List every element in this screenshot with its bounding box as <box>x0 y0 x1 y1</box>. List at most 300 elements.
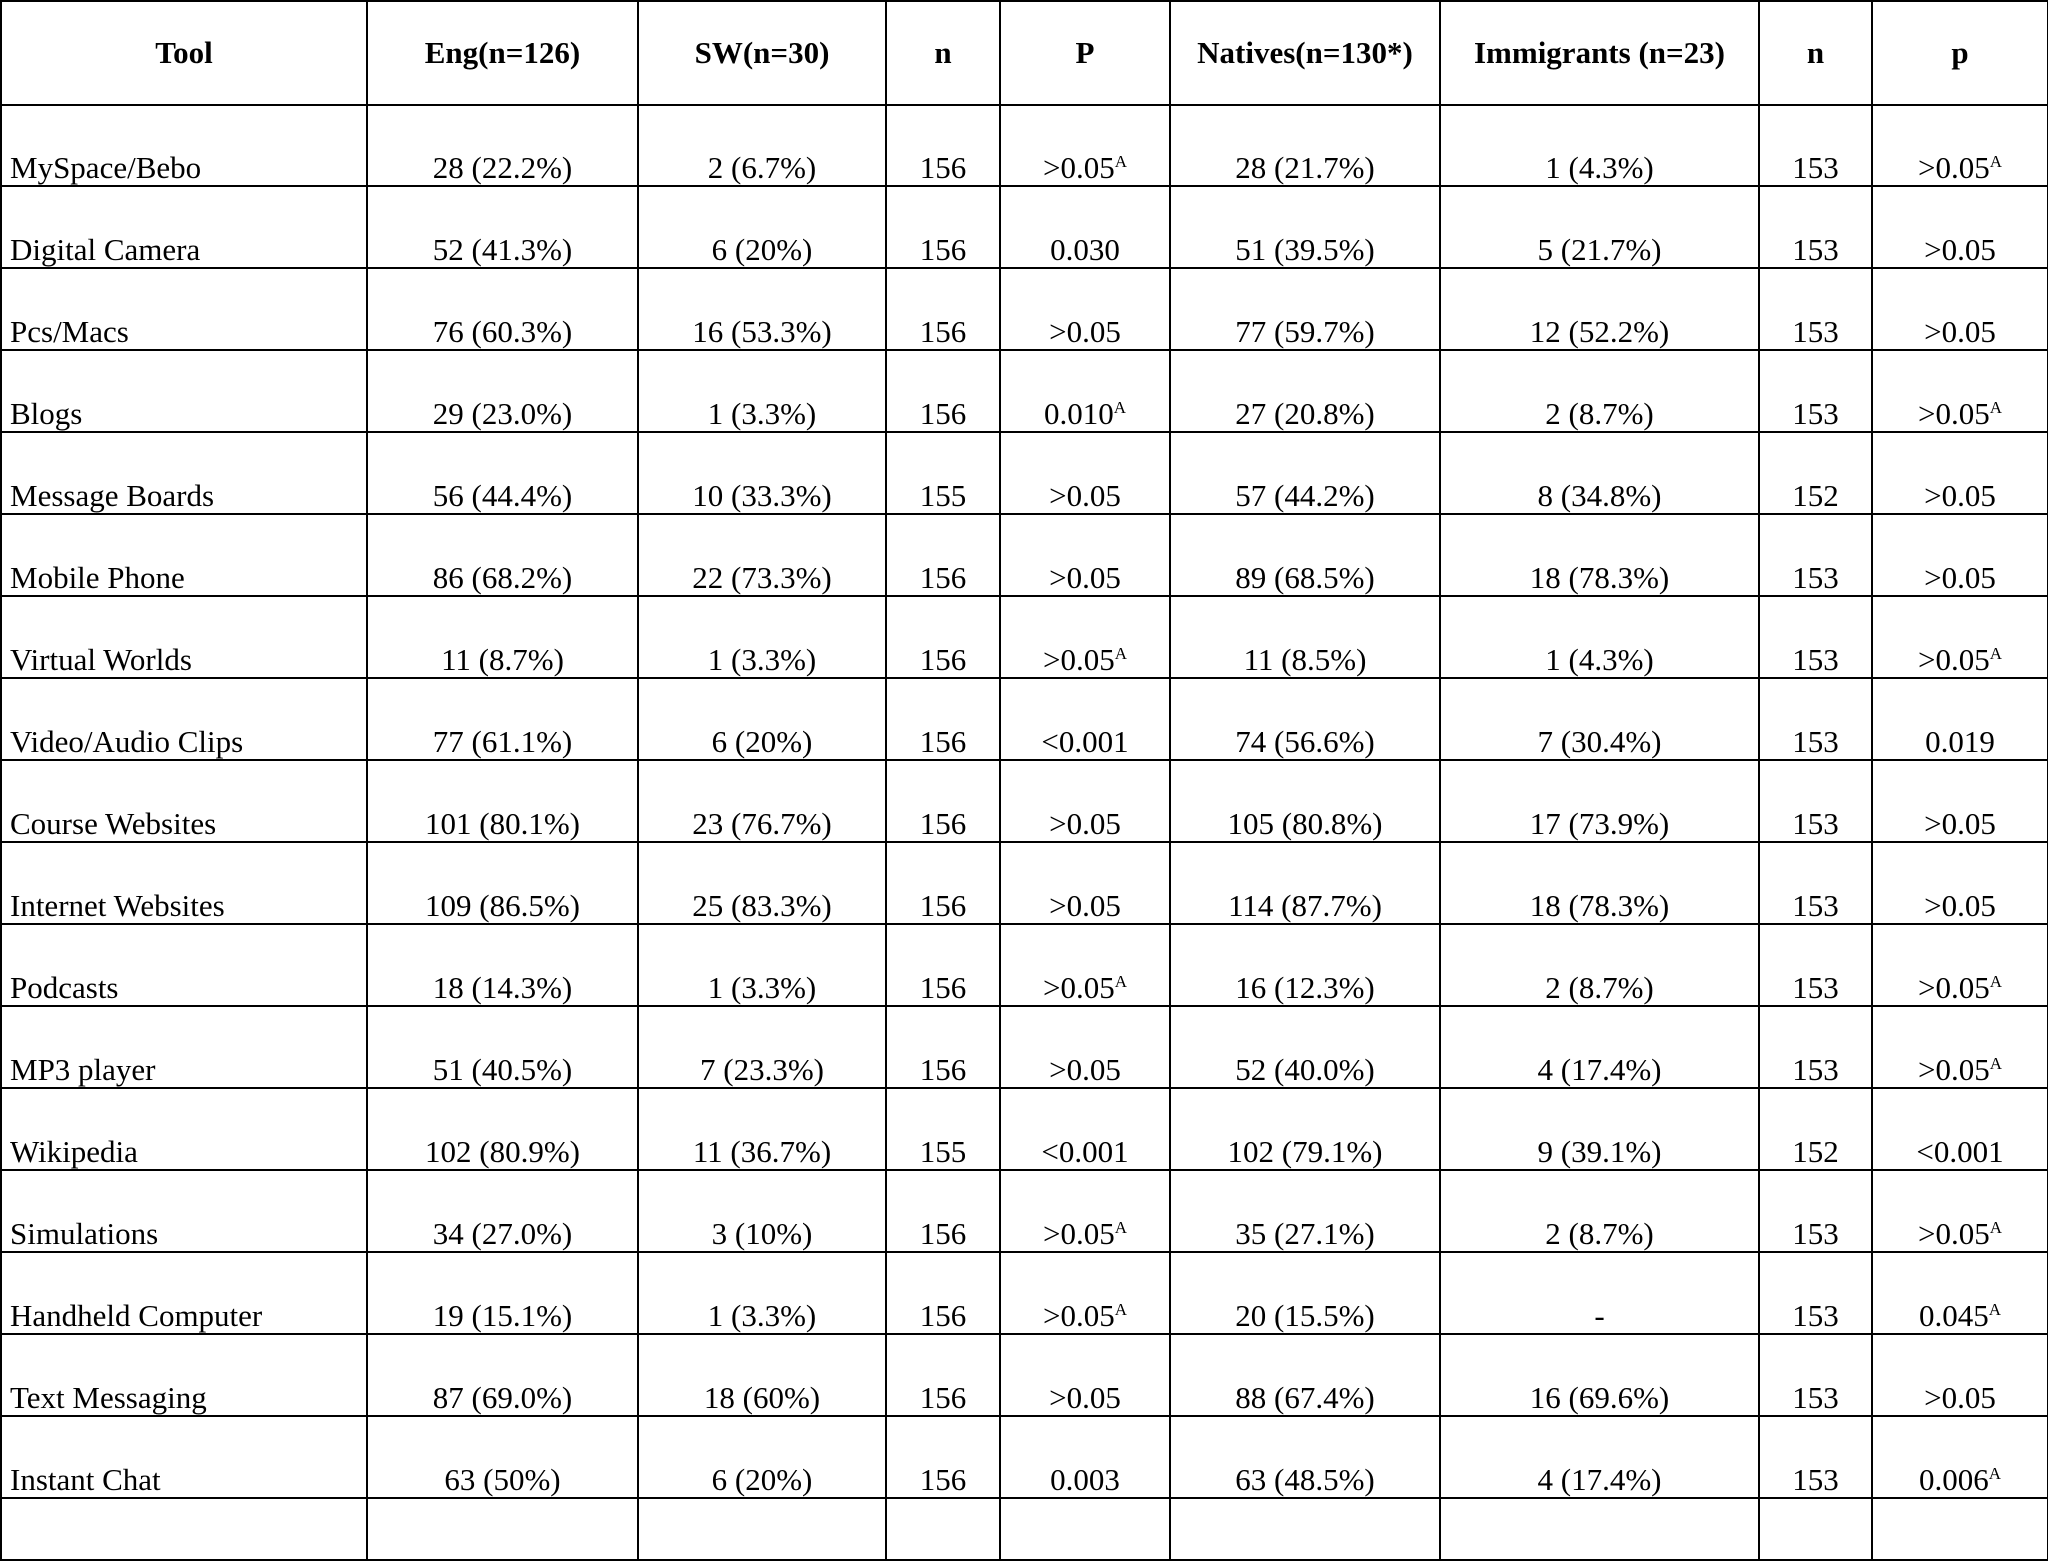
immigrants-cell-value: 4 (17.4%) <box>1537 1052 1662 1087</box>
natives-cell <box>1170 350 1440 432</box>
p-cell-2 <box>1872 678 2048 760</box>
p-cell-2 <box>1872 1006 2048 1088</box>
p-cell-2-value: >0.05 <box>1924 806 1996 841</box>
n-cell-2-value: 153 <box>1792 970 1839 1005</box>
header-eng: Eng(n=126) <box>367 1 638 105</box>
p-cell-2 <box>1872 1170 2048 1252</box>
n-cell-1 <box>886 842 1000 924</box>
p-cell-2-value: >0.05 <box>1924 560 1996 595</box>
p-cell-2 <box>1872 596 2048 678</box>
sw-cell-value: 23 (76.7%) <box>692 806 832 841</box>
p-cell-1 <box>1000 760 1170 842</box>
eng-cell <box>367 350 638 432</box>
sw-cell <box>638 1416 886 1498</box>
tool-cell <box>1 1416 367 1498</box>
n-cell-1-value: 156 <box>919 560 967 595</box>
immigrants-cell <box>1440 1334 1759 1416</box>
immigrants-cell <box>1440 1252 1759 1334</box>
immigrants-cell <box>1440 1416 1759 1498</box>
n-cell-1-value: 156 <box>919 1216 967 1251</box>
n-cell-2 <box>1759 350 1872 432</box>
p-cell-1 <box>1000 842 1170 924</box>
table-row <box>1 514 2048 596</box>
header-natives: Natives(n=130*) <box>1170 1 1440 105</box>
significance-superscript: A <box>1114 1218 1127 1237</box>
eng-cell <box>367 105 638 186</box>
n-cell-2 <box>1759 596 1872 678</box>
table-row <box>1 678 2048 760</box>
n-cell-2 <box>1759 186 1872 268</box>
eng-cell <box>367 186 638 268</box>
n-cell-2 <box>1759 924 1872 1006</box>
sw-cell <box>638 678 886 760</box>
p-cell-1 <box>1000 1170 1170 1252</box>
significance-superscript: A <box>1989 644 2002 663</box>
eng-cell <box>367 760 638 842</box>
immigrants-cell-value: - <box>1594 1298 1605 1333</box>
p-cell-2-value: >0.05 <box>1924 478 1996 513</box>
significance-superscript: A <box>1989 398 2002 417</box>
significance-superscript: A <box>1988 1300 2002 1319</box>
p-cell-1-value: >0.05 <box>1049 314 1121 349</box>
natives-cell-value: 28 (21.7%) <box>1235 150 1375 185</box>
n-cell-2 <box>1759 1416 1872 1498</box>
tool-cell-value: Digital Camera <box>10 232 201 267</box>
table-row <box>1 760 2048 842</box>
eng-cell-value: 102 (80.9%) <box>425 1134 580 1169</box>
n-cell-2 <box>1759 760 1872 842</box>
immigrants-cell-value: 9 (39.1%) <box>1537 1134 1662 1169</box>
p-cell-2-value: <0.001 <box>1916 1134 2004 1169</box>
sw-cell <box>638 1334 886 1416</box>
p-cell-2-value: >0.05 <box>1924 232 1996 267</box>
sw-cell <box>638 1088 886 1170</box>
sw-cell-value: 1 (3.3%) <box>707 1298 817 1333</box>
p-cell-1-value: <0.001 <box>1041 724 1129 759</box>
sw-cell <box>638 760 886 842</box>
empty-cell <box>1759 1498 1872 1560</box>
sw-cell <box>638 186 886 268</box>
tool-cell-value: MySpace/Bebo <box>10 150 202 185</box>
tool-cell <box>1 760 367 842</box>
significance-superscript: A <box>1114 152 1127 171</box>
sw-cell-value: 16 (53.3%) <box>692 314 832 349</box>
p-cell-1-value: 0.030 <box>1050 232 1120 267</box>
natives-cell-value: 89 (68.5%) <box>1235 560 1375 595</box>
eng-cell <box>367 596 638 678</box>
immigrants-cell-value: 5 (21.7%) <box>1537 232 1662 267</box>
sw-cell <box>638 514 886 596</box>
table-row <box>1 350 2048 432</box>
eng-cell-value: 34 (27.0%) <box>432 1216 573 1251</box>
n-cell-1-value: 156 <box>919 1052 967 1087</box>
significance-superscript: A <box>1989 152 2002 171</box>
table-row <box>1 1006 2048 1088</box>
n-cell-2 <box>1759 1170 1872 1252</box>
n-cell-2-value: 153 <box>1792 806 1839 841</box>
empty-cell <box>367 1498 638 1560</box>
immigrants-cell <box>1440 350 1759 432</box>
tool-cell-value: Course Websites <box>10 806 217 841</box>
eng-cell <box>367 1006 638 1088</box>
immigrants-cell-value: 2 (8.7%) <box>1545 970 1654 1005</box>
sw-cell <box>638 105 886 186</box>
p-cell-1-value: >0.05 <box>1042 150 1115 185</box>
p-cell-1-value: >0.05 <box>1049 560 1121 595</box>
table-row <box>1 268 2048 350</box>
natives-cell-value: 52 (40.0%) <box>1235 1052 1375 1087</box>
natives-cell <box>1170 842 1440 924</box>
natives-cell <box>1170 432 1440 514</box>
sw-cell-value: 6 (20%) <box>711 232 813 267</box>
tool-cell <box>1 924 367 1006</box>
significance-superscript: A <box>1114 644 1127 663</box>
n-cell-2 <box>1759 1334 1872 1416</box>
tool-cell <box>1 105 367 186</box>
natives-cell-value: 57 (44.2%) <box>1235 478 1375 513</box>
table-row <box>1 596 2048 678</box>
n-cell-2-value: 153 <box>1792 642 1839 677</box>
header-p-1: P <box>1000 1 1170 105</box>
empty-cell <box>1872 1498 2048 1560</box>
sw-cell <box>638 268 886 350</box>
table-row <box>1 1170 2048 1252</box>
immigrants-cell <box>1440 1006 1759 1088</box>
sw-cell <box>638 350 886 432</box>
p-cell-1-value: >0.05 <box>1049 888 1121 923</box>
sw-cell <box>638 1170 886 1252</box>
eng-cell <box>367 1088 638 1170</box>
table-row <box>1 105 2048 186</box>
table-row <box>1 842 2048 924</box>
p-cell-2 <box>1872 514 2048 596</box>
tool-cell <box>1 596 367 678</box>
tool-cell <box>1 432 367 514</box>
sw-cell-value: 1 (3.3%) <box>707 396 817 431</box>
tool-cell-value: Handheld Computer <box>10 1298 263 1333</box>
natives-cell <box>1170 1006 1440 1088</box>
tool-cell <box>1 1088 367 1170</box>
eng-cell <box>367 842 638 924</box>
n-cell-2-value: 153 <box>1792 560 1839 595</box>
sw-cell-value: 3 (10%) <box>711 1216 813 1251</box>
sw-cell <box>638 842 886 924</box>
immigrants-cell <box>1440 1170 1759 1252</box>
header-sw: SW(n=30) <box>638 1 886 105</box>
immigrants-cell-value: 8 (34.8%) <box>1537 478 1662 513</box>
header-immigrants: Immigrants (n=23) <box>1440 1 1759 105</box>
tool-cell-value: Instant Chat <box>10 1462 161 1497</box>
p-cell-1 <box>1000 1252 1170 1334</box>
n-cell-1 <box>886 924 1000 1006</box>
n-cell-1-value: 156 <box>919 1380 967 1415</box>
immigrants-cell <box>1440 186 1759 268</box>
sw-cell-value: 2 (6.7%) <box>707 150 817 185</box>
sw-cell-value: 18 (60%) <box>703 1380 821 1415</box>
eng-cell-value: 19 (15.1%) <box>432 1298 573 1333</box>
significance-superscript: A <box>1113 398 1127 417</box>
tool-cell <box>1 678 367 760</box>
tool-cell-value: Wikipedia <box>10 1134 138 1169</box>
p-cell-1 <box>1000 432 1170 514</box>
n-cell-1 <box>886 1088 1000 1170</box>
tool-cell-value: Pcs/Macs <box>10 314 129 349</box>
natives-cell-value: 74 (56.6%) <box>1235 724 1375 759</box>
natives-cell <box>1170 186 1440 268</box>
p-cell-1-value: >0.05 <box>1042 970 1115 1005</box>
n-cell-2-value: 152 <box>1792 478 1839 513</box>
natives-cell <box>1170 1416 1440 1498</box>
tool-cell <box>1 186 367 268</box>
tool-cell-value: Video/Audio Clips <box>10 724 244 759</box>
immigrants-cell-value: 18 (78.3%) <box>1529 560 1670 595</box>
sw-cell-value: 22 (73.3%) <box>692 560 832 595</box>
eng-cell-value: 76 (60.3%) <box>432 314 573 349</box>
table-row <box>1 924 2048 1006</box>
p-cell-1-value: >0.05 <box>1049 478 1121 513</box>
eng-cell <box>367 268 638 350</box>
p-cell-2 <box>1872 842 2048 924</box>
tool-cell <box>1 842 367 924</box>
p-cell-1 <box>1000 596 1170 678</box>
empty-cell <box>1000 1498 1170 1560</box>
table-row <box>1 1416 2048 1498</box>
p-cell-2 <box>1872 924 2048 1006</box>
n-cell-1-value: 156 <box>919 150 967 185</box>
table-row <box>1 1088 2048 1170</box>
header-row <box>1 1 2048 105</box>
p-cell-2-value: >0.05 <box>1917 1216 1990 1251</box>
immigrants-cell-value: 2 (8.7%) <box>1545 1216 1654 1251</box>
natives-cell-value: 105 (80.8%) <box>1227 806 1383 841</box>
tool-cell-value: Blogs <box>10 396 83 431</box>
header-n-1: n <box>886 1 1000 105</box>
p-cell-1 <box>1000 105 1170 186</box>
natives-cell-value: 51 (39.5%) <box>1235 232 1375 267</box>
natives-cell-value: 16 (12.3%) <box>1235 970 1375 1005</box>
p-cell-1 <box>1000 1334 1170 1416</box>
n-cell-1 <box>886 1006 1000 1088</box>
natives-cell <box>1170 924 1440 1006</box>
p-cell-1 <box>1000 1416 1170 1498</box>
eng-cell-value: 18 (14.3%) <box>432 970 573 1005</box>
immigrants-cell-value: 17 (73.9%) <box>1529 806 1670 841</box>
n-cell-2-value: 153 <box>1792 1216 1839 1251</box>
p-cell-2 <box>1872 432 2048 514</box>
p-cell-2 <box>1872 1334 2048 1416</box>
sw-cell-value: 6 (20%) <box>711 724 813 759</box>
table-row <box>1 432 2048 514</box>
tool-cell-value: Virtual Worlds <box>10 642 192 677</box>
eng-cell <box>367 514 638 596</box>
n-cell-2 <box>1759 678 1872 760</box>
tool-cell <box>1 350 367 432</box>
sw-cell-value: 1 (3.3%) <box>707 970 817 1005</box>
n-cell-2-value: 153 <box>1792 396 1839 431</box>
p-cell-2-value: 0.045 <box>1918 1298 1989 1333</box>
natives-cell-value: 102 (79.1%) <box>1227 1134 1383 1169</box>
p-cell-1-value: >0.05 <box>1049 1380 1121 1415</box>
natives-cell <box>1170 105 1440 186</box>
n-cell-1-value: 156 <box>919 232 967 267</box>
immigrants-cell-value: 1 (4.3%) <box>1545 642 1654 677</box>
sw-cell-value: 1 (3.3%) <box>707 642 817 677</box>
p-cell-2-value: >0.05 <box>1924 314 1996 349</box>
n-cell-1 <box>886 105 1000 186</box>
p-cell-1-value: >0.05 <box>1049 1052 1121 1087</box>
sw-cell-value: 11 (36.7%) <box>692 1134 832 1169</box>
natives-cell-value: 27 (20.8%) <box>1235 396 1375 431</box>
table-row <box>1 186 2048 268</box>
tool-cell <box>1 514 367 596</box>
tool-cell-value: Message Boards <box>10 478 215 513</box>
tool-cell <box>1 1334 367 1416</box>
significance-superscript: A <box>1989 1054 2002 1073</box>
eng-cell-value: 28 (22.2%) <box>432 150 573 185</box>
n-cell-1 <box>886 1252 1000 1334</box>
immigrants-cell <box>1440 1088 1759 1170</box>
n-cell-1 <box>886 678 1000 760</box>
n-cell-2 <box>1759 268 1872 350</box>
n-cell-2 <box>1759 1006 1872 1088</box>
p-cell-2 <box>1872 268 2048 350</box>
n-cell-2 <box>1759 1252 1872 1334</box>
n-cell-1-value: 156 <box>919 724 967 759</box>
natives-cell-value: 63 (48.5%) <box>1235 1462 1375 1497</box>
p-cell-2 <box>1872 1088 2048 1170</box>
p-cell-1-value: 0.003 <box>1050 1462 1120 1497</box>
p-cell-1 <box>1000 350 1170 432</box>
p-cell-1 <box>1000 186 1170 268</box>
n-cell-1 <box>886 186 1000 268</box>
immigrants-cell <box>1440 596 1759 678</box>
natives-cell-value: 114 (87.7%) <box>1228 888 1382 923</box>
p-cell-1-value: >0.05 <box>1049 806 1121 841</box>
p-cell-2 <box>1872 1252 2048 1334</box>
n-cell-1-value: 155 <box>919 478 967 513</box>
n-cell-1 <box>886 1416 1000 1498</box>
sw-cell <box>638 432 886 514</box>
p-cell-1-value: <0.001 <box>1041 1134 1129 1169</box>
eng-cell-value: 101 (80.1%) <box>425 806 580 841</box>
p-cell-2-value: >0.05 <box>1924 1380 1996 1415</box>
immigrants-cell-value: 12 (52.2%) <box>1529 314 1670 349</box>
tool-cell <box>1 1252 367 1334</box>
natives-cell <box>1170 1170 1440 1252</box>
natives-cell <box>1170 596 1440 678</box>
p-cell-2 <box>1872 1416 2048 1498</box>
tool-cell <box>1 1006 367 1088</box>
empty-cell <box>1 1498 367 1560</box>
tool-cell-value: Podcasts <box>10 970 119 1005</box>
n-cell-2-value: 153 <box>1792 314 1839 349</box>
p-cell-2-value: >0.05 <box>1917 150 1990 185</box>
p-cell-1-value: >0.05 <box>1042 1216 1115 1251</box>
immigrants-cell <box>1440 268 1759 350</box>
p-cell-1 <box>1000 514 1170 596</box>
immigrants-cell-value: 1 (4.3%) <box>1545 150 1654 185</box>
natives-cell-value: 20 (15.5%) <box>1235 1298 1375 1333</box>
sw-cell-value: 7 (23.3%) <box>700 1052 824 1087</box>
empty-table-row <box>1 1498 2048 1560</box>
n-cell-1-value: 156 <box>919 396 967 431</box>
p-cell-2-value: >0.05 <box>1917 396 1990 431</box>
immigrants-cell <box>1440 514 1759 596</box>
header-p-2: p <box>1872 1 2048 105</box>
table-row <box>1 1334 2048 1416</box>
n-cell-2-value: 153 <box>1792 232 1839 267</box>
tool-cell-value: MP3 player <box>10 1052 156 1087</box>
p-cell-2-value: >0.05 <box>1917 642 1990 677</box>
p-cell-2 <box>1872 105 2048 186</box>
n-cell-2-value: 153 <box>1792 1052 1839 1087</box>
sw-cell <box>638 1252 886 1334</box>
n-cell-1 <box>886 268 1000 350</box>
sw-cell <box>638 1006 886 1088</box>
n-cell-1-value: 156 <box>919 1462 967 1497</box>
significance-superscript: A <box>1989 1218 2002 1237</box>
n-cell-1 <box>886 760 1000 842</box>
table-body <box>1 105 2048 1560</box>
sw-cell <box>638 596 886 678</box>
p-cell-2-value: >0.05 <box>1917 970 1990 1005</box>
significance-superscript: A <box>1114 972 1127 991</box>
eng-cell <box>367 924 638 1006</box>
n-cell-2-value: 153 <box>1792 888 1839 923</box>
sw-cell-value: 10 (33.3%) <box>692 478 832 513</box>
immigrants-cell <box>1440 105 1759 186</box>
sw-cell <box>638 924 886 1006</box>
eng-cell <box>367 678 638 760</box>
tool-cell-value: Internet Websites <box>10 888 225 923</box>
immigrants-cell-value: 18 (78.3%) <box>1529 888 1670 923</box>
p-cell-2 <box>1872 186 2048 268</box>
n-cell-2 <box>1759 105 1872 186</box>
immigrants-cell-value: 16 (69.6%) <box>1529 1380 1670 1415</box>
natives-cell <box>1170 1252 1440 1334</box>
p-cell-1-value: 0.010 <box>1043 396 1114 431</box>
n-cell-1-value: 156 <box>919 806 967 841</box>
eng-cell-value: 63 (50%) <box>444 1462 561 1497</box>
eng-cell <box>367 1252 638 1334</box>
n-cell-2-value: 153 <box>1792 724 1839 759</box>
n-cell-2 <box>1759 842 1872 924</box>
natives-cell-value: 35 (27.1%) <box>1235 1216 1375 1251</box>
n-cell-1 <box>886 596 1000 678</box>
natives-cell <box>1170 514 1440 596</box>
natives-cell <box>1170 1334 1440 1416</box>
p-cell-1 <box>1000 678 1170 760</box>
n-cell-1 <box>886 1334 1000 1416</box>
p-cell-1 <box>1000 1088 1170 1170</box>
eng-cell <box>367 1170 638 1252</box>
natives-cell-value: 88 (67.4%) <box>1235 1380 1375 1415</box>
immigrants-cell <box>1440 924 1759 1006</box>
eng-cell <box>367 1334 638 1416</box>
tool-cell-value: Mobile Phone <box>10 560 185 595</box>
eng-cell-value: 109 (86.5%) <box>425 888 580 923</box>
natives-cell <box>1170 268 1440 350</box>
n-cell-1 <box>886 432 1000 514</box>
eng-cell-value: 51 (40.5%) <box>432 1052 573 1087</box>
p-cell-1 <box>1000 924 1170 1006</box>
eng-cell-value: 56 (44.4%) <box>432 478 573 513</box>
p-cell-1 <box>1000 1006 1170 1088</box>
n-cell-2-value: 153 <box>1792 1462 1839 1497</box>
eng-cell-value: 29 (23.0%) <box>432 396 573 431</box>
immigrants-cell <box>1440 432 1759 514</box>
p-cell-1-value: >0.05 <box>1042 1298 1115 1333</box>
